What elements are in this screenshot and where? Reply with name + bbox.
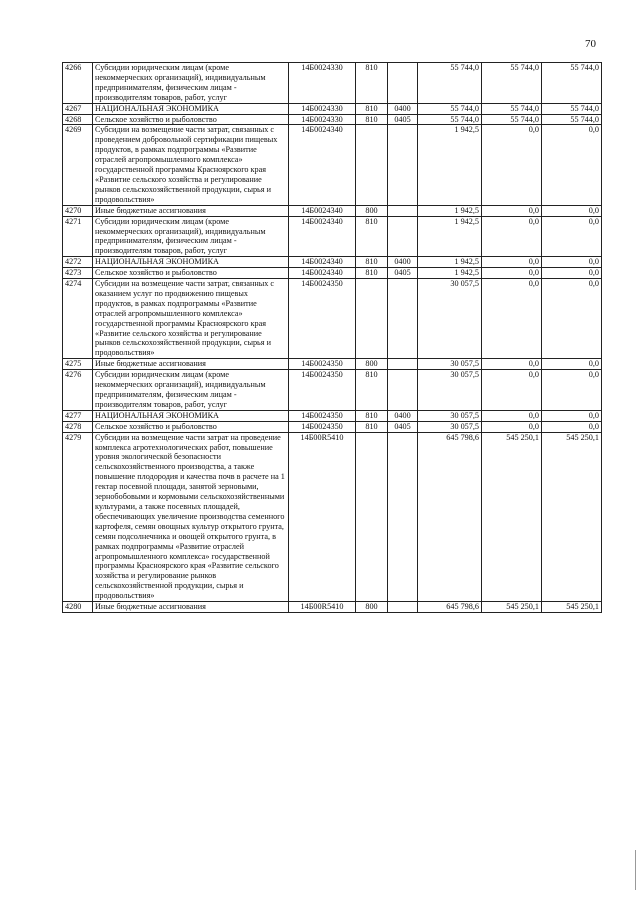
amount-year-2-cell: 55 744,0 [482,103,542,114]
amount-year-3-cell: 0,0 [542,257,602,268]
table-row [63,279,602,359]
amount-year-1-cell: 1 942,5 [418,268,482,279]
expense-type-cell: 810 [356,103,388,114]
amount-year-1-cell: 1 942,5 [418,205,482,216]
amount-year-2-cell: 0,0 [482,125,542,205]
section-subsection-cell: 0400 [388,103,418,114]
target-article-code-cell: 14Б0024350 [289,421,356,432]
amount-year-3-cell: 55 744,0 [542,103,602,114]
section-subsection-cell [388,125,418,205]
expense-type-cell: 810 [356,114,388,125]
table-row [63,114,602,125]
description-cell: Субсидии юридическим лицам (кроме некоммерческих организаций), индивидуальным предпринимателям, физическим лицам - производителям товаров, работ, услуг [93,370,289,411]
expense-type-cell: 800 [356,205,388,216]
amount-year-3-cell: 0,0 [542,421,602,432]
amount-year-2-cell: 0,0 [482,268,542,279]
amount-year-3-cell: 0,0 [542,205,602,216]
amount-year-1-cell: 1 942,5 [418,216,482,257]
table-row [63,268,602,279]
expense-type-cell: 800 [356,359,388,370]
table-row [63,125,602,205]
expense-type-cell [356,432,388,601]
expense-type-cell [356,279,388,359]
target-article-code-cell: 14Б0024350 [289,370,356,411]
description-cell: НАЦИОНАЛЬНАЯ ЭКОНОМИКА [93,410,289,421]
description-cell: Субсидии на возмещение части затрат, связанных с проведением добровольной сертификации пищевых продуктов, в рамках подпрограммы «Развитие отраслей агропромышленного комплекса» государственной программы Красноярского края «Развитие сельского хозяйства и регулирование рынков сельскохозяйственной продукции, сырья и продовольствия» [93,125,289,205]
amount-year-3-cell: 0,0 [542,216,602,257]
target-article-code-cell: 14Б00R5410 [289,432,356,601]
description-cell: Сельское хозяйство и рыболовство [93,421,289,432]
row-number-cell: 4271 [63,216,93,257]
section-subsection-cell [388,602,418,613]
amount-year-1-cell: 30 057,5 [418,370,482,411]
table-row [63,257,602,268]
target-article-code-cell: 14Б0024350 [289,410,356,421]
amount-year-2-cell: 55 744,0 [482,114,542,125]
target-article-code-cell: 14Б0024340 [289,216,356,257]
amount-year-3-cell: 0,0 [542,125,602,205]
amount-year-3-cell: 545 250,1 [542,602,602,613]
amount-year-2-cell: 545 250,1 [482,432,542,601]
amount-year-2-cell: 0,0 [482,216,542,257]
target-article-code-cell: 14Б0024340 [289,268,356,279]
table-row [63,432,602,601]
amount-year-3-cell: 55 744,0 [542,114,602,125]
row-number-cell: 4278 [63,421,93,432]
amount-year-1-cell: 55 744,0 [418,103,482,114]
target-article-code-cell: 14Б0024350 [289,279,356,359]
target-article-code-cell: 14Б0024350 [289,359,356,370]
description-cell: Сельское хозяйство и рыболовство [93,268,289,279]
budget-table [62,62,602,613]
section-subsection-cell: 0400 [388,257,418,268]
row-number-cell: 4280 [63,602,93,613]
amount-year-1-cell: 55 744,0 [418,63,482,104]
table-row [63,359,602,370]
amount-year-2-cell: 0,0 [482,257,542,268]
amount-year-1-cell: 30 057,5 [418,359,482,370]
row-number-cell: 4266 [63,63,93,104]
table-row [63,602,602,613]
expense-type-cell [356,125,388,205]
row-number-cell: 4274 [63,279,93,359]
amount-year-2-cell: 545 250,1 [482,602,542,613]
section-subsection-cell [388,359,418,370]
description-cell: Субсидии на возмещение части затрат на проведение комплекса агротехнологических работ, повышение уровня экологической безопасности сельскохозяйственного производства, а также повышение плодородия и качества почв в расчете на 1 гектар посевной площади, занятой зерновыми, зернобобовыми и кормовыми сельскохозяйственными культурами, а также посевных площадей, обеспечивающих увеличение производства семенного картофеля, семян овощных культур открытого грунта, семян подсолнечника и овощей открытого грунта, в рамках подпрограммы «Развитие отраслей агропромышленного комплекса» государственной программы Красноярского края «Развитие сельского хозяйства и регулирование рынков сельскохозяйственной продукции, сырья и продовольствия» [93,432,289,601]
row-number-cell: 4277 [63,410,93,421]
amount-year-1-cell: 30 057,5 [418,421,482,432]
expense-type-cell: 800 [356,602,388,613]
table-row [63,421,602,432]
amount-year-2-cell: 0,0 [482,370,542,411]
amount-year-3-cell: 55 744,0 [542,63,602,104]
expense-type-cell: 810 [356,421,388,432]
description-cell: Субсидии юридическим лицам (кроме некоммерческих организаций), индивидуальным предпринимателям, физическим лицам - производителям товаров, работ, услуг [93,63,289,104]
row-number-cell: 4269 [63,125,93,205]
amount-year-2-cell: 0,0 [482,205,542,216]
section-subsection-cell: 0405 [388,421,418,432]
amount-year-3-cell: 0,0 [542,268,602,279]
target-article-code-cell: 14Б00R5410 [289,602,356,613]
amount-year-2-cell: 0,0 [482,421,542,432]
expense-type-cell: 810 [356,63,388,104]
amount-year-3-cell: 0,0 [542,359,602,370]
table-row [63,370,602,411]
target-article-code-cell: 14Б0024330 [289,63,356,104]
table-row [63,103,602,114]
section-subsection-cell [388,205,418,216]
table-row [63,410,602,421]
description-cell: Субсидии юридическим лицам (кроме некоммерческих организаций), индивидуальным предпринимателям, физическим лицам - производителям товаров, работ, услуг [93,216,289,257]
expense-type-cell: 810 [356,410,388,421]
expense-type-cell: 810 [356,370,388,411]
target-article-code-cell: 14Б0024340 [289,205,356,216]
description-cell: Иные бюджетные ассигнования [93,205,289,216]
amount-year-2-cell: 0,0 [482,279,542,359]
section-subsection-cell [388,432,418,601]
target-article-code-cell: 14Б0024330 [289,103,356,114]
amount-year-2-cell: 0,0 [482,410,542,421]
table-row [63,63,602,104]
amount-year-2-cell: 0,0 [482,359,542,370]
target-article-code-cell: 14Б0024340 [289,257,356,268]
description-cell: Субсидии на возмещение части затрат, связанных с оказанием услуг по продвижению пищевых продуктов, в рамках подпрограммы «Развитие отраслей агропромышленного комплекса» государственной программы Красноярского края «Развитие сельского хозяйства и регулирование рынков сельскохозяйственной продукции, сырья и продовольствия» [93,279,289,359]
target-article-code-cell: 14Б0024340 [289,125,356,205]
amount-year-3-cell: 0,0 [542,279,602,359]
amount-year-1-cell: 1 942,5 [418,125,482,205]
amount-year-1-cell: 645 798,6 [418,602,482,613]
row-number-cell: 4273 [63,268,93,279]
scan-edge-mark [635,850,636,890]
amount-year-1-cell: 645 798,6 [418,432,482,601]
amount-year-3-cell: 0,0 [542,410,602,421]
row-number-cell: 4275 [63,359,93,370]
row-number-cell: 4279 [63,432,93,601]
amount-year-3-cell: 545 250,1 [542,432,602,601]
description-cell: Иные бюджетные ассигнования [93,359,289,370]
row-number-cell: 4272 [63,257,93,268]
section-subsection-cell: 0405 [388,114,418,125]
section-subsection-cell [388,216,418,257]
section-subsection-cell [388,370,418,411]
expense-type-cell: 810 [356,268,388,279]
section-subsection-cell [388,63,418,104]
row-number-cell: 4267 [63,103,93,114]
description-cell: Иные бюджетные ассигнования [93,602,289,613]
amount-year-1-cell: 30 057,5 [418,410,482,421]
expense-type-cell: 810 [356,257,388,268]
section-subsection-cell [388,279,418,359]
description-cell: НАЦИОНАЛЬНАЯ ЭКОНОМИКА [93,103,289,114]
amount-year-3-cell: 0,0 [542,370,602,411]
description-cell: Сельское хозяйство и рыболовство [93,114,289,125]
amount-year-1-cell: 1 942,5 [418,257,482,268]
row-number-cell: 4268 [63,114,93,125]
amount-year-1-cell: 30 057,5 [418,279,482,359]
row-number-cell: 4276 [63,370,93,411]
table-row [63,205,602,216]
description-cell: НАЦИОНАЛЬНАЯ ЭКОНОМИКА [93,257,289,268]
page-number: 70 [585,38,596,50]
amount-year-1-cell: 55 744,0 [418,114,482,125]
section-subsection-cell: 0405 [388,268,418,279]
expense-type-cell: 810 [356,216,388,257]
row-number-cell: 4270 [63,205,93,216]
table-row [63,216,602,257]
section-subsection-cell: 0400 [388,410,418,421]
amount-year-2-cell: 55 744,0 [482,63,542,104]
target-article-code-cell: 14Б0024330 [289,114,356,125]
